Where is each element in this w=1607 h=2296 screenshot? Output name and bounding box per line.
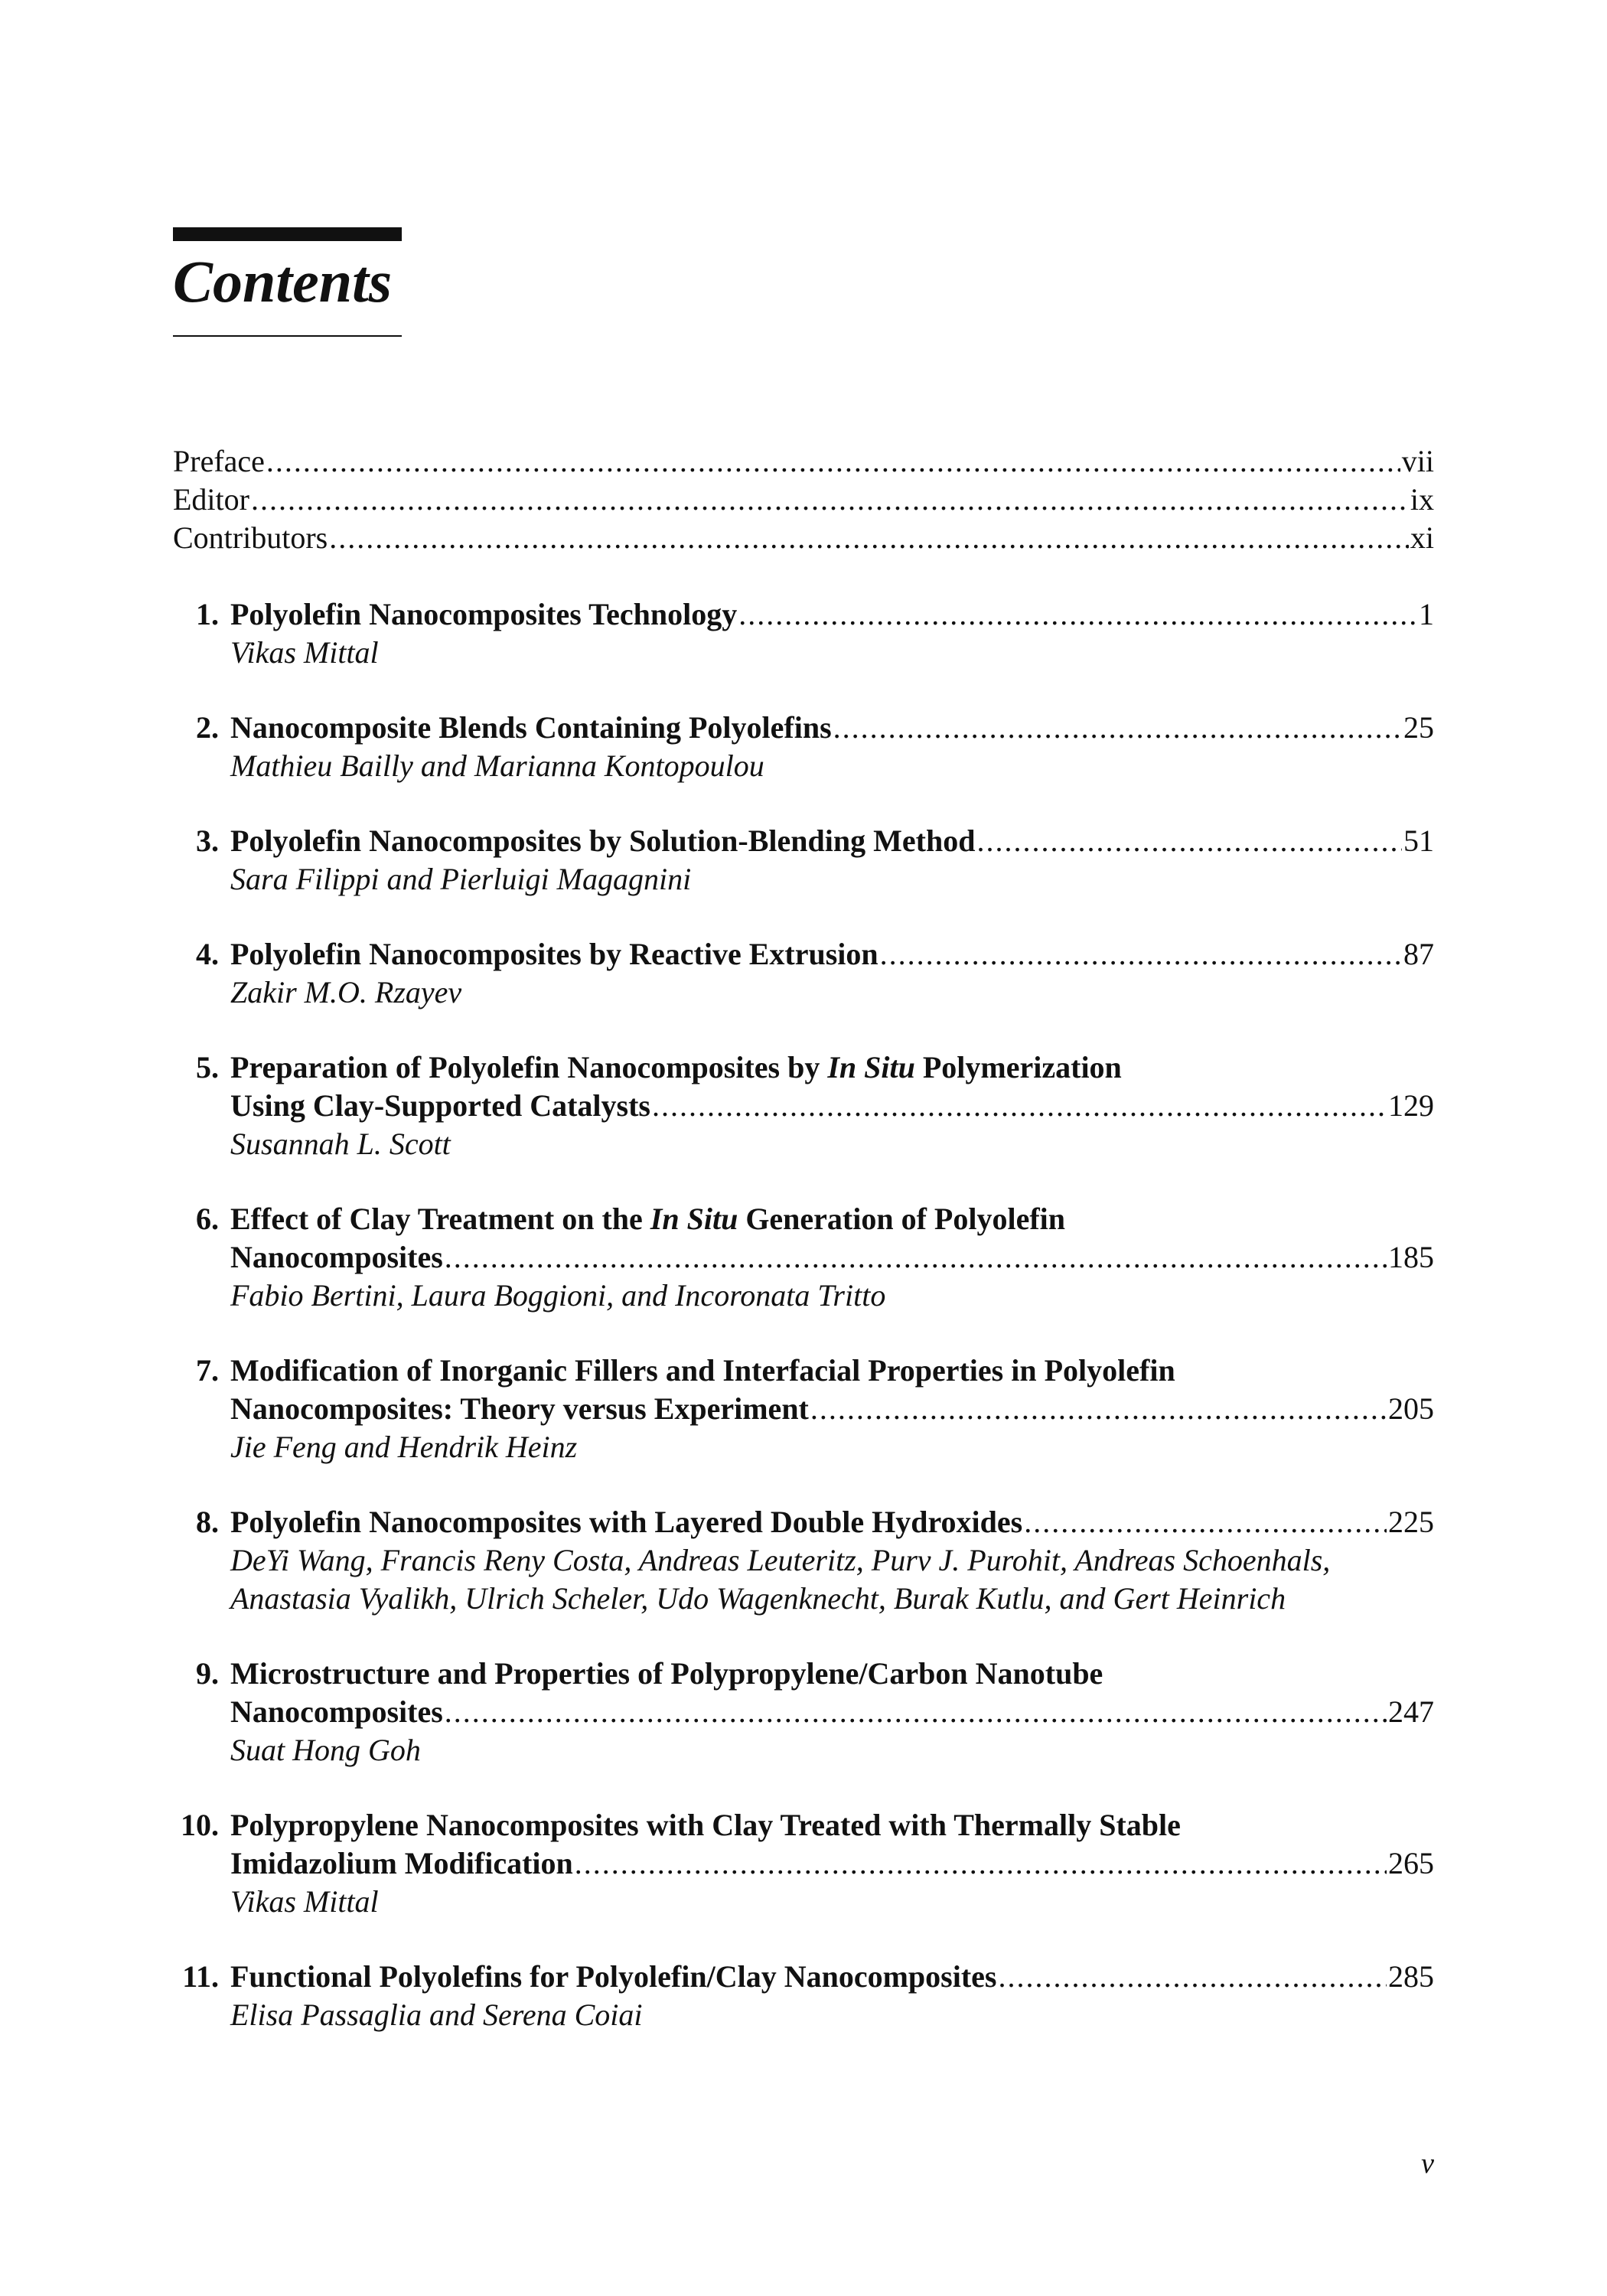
chapter-entry[interactable] (173, 1503, 1434, 1618)
chapter-title (230, 1844, 573, 1883)
chapter-number: 10. (181, 1808, 219, 1842)
chapter-title-text: Using Clay-Supported Catalysts (230, 1088, 650, 1123)
dot-leader (266, 442, 1400, 481)
chapter-page: 51 (1403, 823, 1434, 858)
chapter-title-line (230, 1049, 1434, 1087)
chapter-authors: Elisa Passaglia and Serena Coiai (230, 1998, 643, 2032)
chapter-title (230, 595, 737, 634)
dot-leader (833, 709, 1402, 747)
chapter-entry[interactable] (173, 1200, 1434, 1315)
chapter-title-line (230, 1503, 1434, 1541)
chapter-page: 185 (1388, 1240, 1434, 1274)
chapter-title-italic: In Situ (827, 1050, 915, 1084)
toc-entry[interactable] (173, 481, 1434, 519)
chapter-authors: Fabio Bertini, Laura Boggioni, and Incoronata Tritto (230, 1278, 886, 1313)
chapter-title-line (230, 1238, 1434, 1277)
title-rule-thin (173, 335, 402, 337)
dot-leader (575, 1844, 1387, 1883)
chapter-title (230, 1958, 996, 1996)
chapter-number: 1. (196, 597, 219, 631)
toc-entry[interactable] (173, 519, 1434, 557)
chapter-page: 247 (1388, 1694, 1434, 1729)
chapter-authors: DeYi Wang, Francis Reny Costa, Andreas Leuteritz, Purv J. Purohit, Andreas Schoenhals, (230, 1543, 1331, 1577)
chapter-title (230, 822, 975, 860)
chapter-title (230, 1352, 1175, 1390)
chapter-title-line (230, 1390, 1434, 1428)
chapter-title (230, 1049, 1122, 1087)
chapter-title-line (230, 1844, 1434, 1883)
chapter-entry[interactable] (173, 1806, 1434, 1921)
dot-leader (1024, 1503, 1387, 1541)
chapter-title-text: Polyolefin Nanocomposites Technology (230, 597, 738, 631)
chapter-page: 285 (1388, 1959, 1434, 1994)
front-matter-list (173, 442, 1434, 557)
toc-entry-label: Contributors (173, 520, 328, 555)
chapter-title-text: Polyolefin Nanocomposites by Solution-Blending Method (230, 823, 976, 858)
chapter-title (230, 1693, 443, 1731)
chapter-number: 2. (196, 710, 219, 745)
dot-leader (998, 1958, 1387, 1996)
chapter-title-text: Nanocomposites: Theory versus Experiment (230, 1391, 809, 1426)
toc-entry-page: ix (1410, 482, 1434, 517)
chapter-number: 7. (196, 1353, 219, 1388)
chapter-authors: Zakir M.O. Rzayev (230, 975, 462, 1009)
chapter-title-line (230, 1693, 1434, 1731)
chapter-title-text: Functional Polyolefins for Polyolefin/Clay Nanocomposites (230, 1959, 997, 1994)
page-title: Contents (173, 248, 393, 315)
chapter-title-line (230, 822, 1434, 860)
chapter-number: 5. (196, 1050, 219, 1084)
chapter-authors: Vikas Mittal (230, 635, 379, 670)
chapter-number: 8. (196, 1505, 219, 1539)
chapter-title-text: Polyolefin Nanocomposites with Layered Double Hydroxides (230, 1505, 1023, 1539)
toc-entry[interactable] (173, 442, 1434, 481)
chapter-entry[interactable] (173, 595, 1434, 672)
chapter-title (230, 935, 878, 974)
chapter-authors: Sara Filippi and Pierluigi Magagnini (230, 862, 692, 896)
chapter-title-line (230, 1352, 1434, 1390)
chapter-page: 87 (1403, 937, 1434, 971)
contents-page (173, 0, 1434, 2296)
chapter-list (173, 595, 1434, 2034)
chapter-page: 25 (1403, 710, 1434, 745)
chapter-title-line (230, 1806, 1434, 1844)
chapter-entry[interactable] (173, 1352, 1434, 1466)
chapter-page: 205 (1388, 1391, 1434, 1426)
chapter-title-line (230, 1087, 1434, 1125)
chapter-title (230, 1503, 1022, 1541)
toc-entry-page: xi (1410, 520, 1434, 555)
chapter-authors: Susannah L. Scott (230, 1127, 451, 1161)
chapter-title (230, 1087, 650, 1125)
chapter-authors: Vikas Mittal (230, 1884, 379, 1919)
chapter-entry[interactable] (173, 935, 1434, 1012)
chapter-title-line (230, 935, 1434, 974)
chapter-title-line (230, 1958, 1434, 1996)
dot-leader (880, 935, 1402, 974)
chapter-number: 4. (196, 937, 219, 971)
chapter-title-line (230, 709, 1434, 747)
chapter-page: 265 (1388, 1846, 1434, 1880)
chapter-title-line (230, 595, 1434, 634)
chapter-title (230, 1200, 1065, 1238)
chapter-title (230, 709, 832, 747)
chapter-title (230, 1806, 1181, 1844)
chapter-page: 225 (1388, 1505, 1434, 1539)
chapter-entry[interactable] (173, 1655, 1434, 1769)
chapter-number: 3. (196, 823, 219, 858)
title-rule-thick (173, 227, 402, 241)
dot-leader (976, 822, 1402, 860)
dot-leader (738, 595, 1417, 634)
chapter-title-text: Effect of Clay Treatment on the (230, 1202, 650, 1236)
chapter-entry[interactable] (173, 709, 1434, 785)
chapter-title-text: Polymerization (914, 1050, 1122, 1084)
chapter-title-text: Modification of Inorganic Fillers and Interfacial Properties in Polyolefin (230, 1353, 1175, 1388)
chapter-title (230, 1238, 443, 1277)
chapter-authors: Anastasia Vyalikh, Ulrich Scheler, Udo Wagenknecht, Burak Kutlu, and Gert Heinrich (230, 1581, 1286, 1616)
chapter-title (230, 1655, 1103, 1693)
chapter-entry[interactable] (173, 1958, 1434, 2034)
chapter-title-text: Polyolefin Nanocomposites by Reactive Extrusion (230, 937, 878, 971)
chapter-entry[interactable] (173, 1049, 1434, 1163)
chapter-title-text: Nanocomposites (230, 1240, 443, 1274)
chapter-title-text: Microstructure and Properties of Polypropylene/Carbon Nanotube (230, 1656, 1103, 1691)
chapter-entry[interactable] (173, 822, 1434, 899)
chapter-authors: Mathieu Bailly and Marianna Kontopoulou (230, 748, 764, 783)
chapter-title-text: Imidazolium Modification (230, 1846, 573, 1880)
chapter-title-line (230, 1655, 1434, 1693)
chapter-page: 1 (1419, 597, 1434, 631)
page-number: v (1421, 2148, 1434, 2180)
chapter-title-line (230, 1200, 1434, 1238)
chapter-title (230, 1390, 809, 1428)
chapter-title-text: Nanocomposite Blends Containing Polyolefins (230, 710, 832, 745)
chapter-title-text: Preparation of Polyolefin Nanocomposites by (230, 1050, 828, 1084)
chapter-title-text: Polypropylene Nanocomposites with Clay Treated with Thermally Stable (230, 1808, 1181, 1842)
dot-leader (810, 1390, 1387, 1428)
table-of-contents (173, 442, 1434, 2071)
toc-entry-label: Preface (173, 444, 265, 478)
chapter-authors: Jie Feng and Hendrik Heinz (230, 1430, 578, 1464)
chapter-number: 6. (196, 1202, 219, 1236)
chapter-number: 9. (196, 1656, 219, 1691)
toc-entry-page: vii (1401, 444, 1434, 478)
chapter-title-italic: In Situ (650, 1202, 738, 1236)
dot-leader (329, 519, 1409, 557)
dot-leader (445, 1693, 1387, 1731)
chapter-title-text: Generation of Polyolefin (738, 1202, 1066, 1236)
toc-entry-label: Editor (173, 482, 249, 517)
chapter-number: 11. (182, 1959, 219, 1994)
dot-leader (652, 1087, 1387, 1125)
chapter-authors: Suat Hong Goh (230, 1733, 421, 1767)
dot-leader (251, 481, 1409, 519)
dot-leader (445, 1238, 1387, 1277)
chapter-title-text: Nanocomposites (230, 1694, 443, 1729)
chapter-page: 129 (1388, 1088, 1434, 1123)
